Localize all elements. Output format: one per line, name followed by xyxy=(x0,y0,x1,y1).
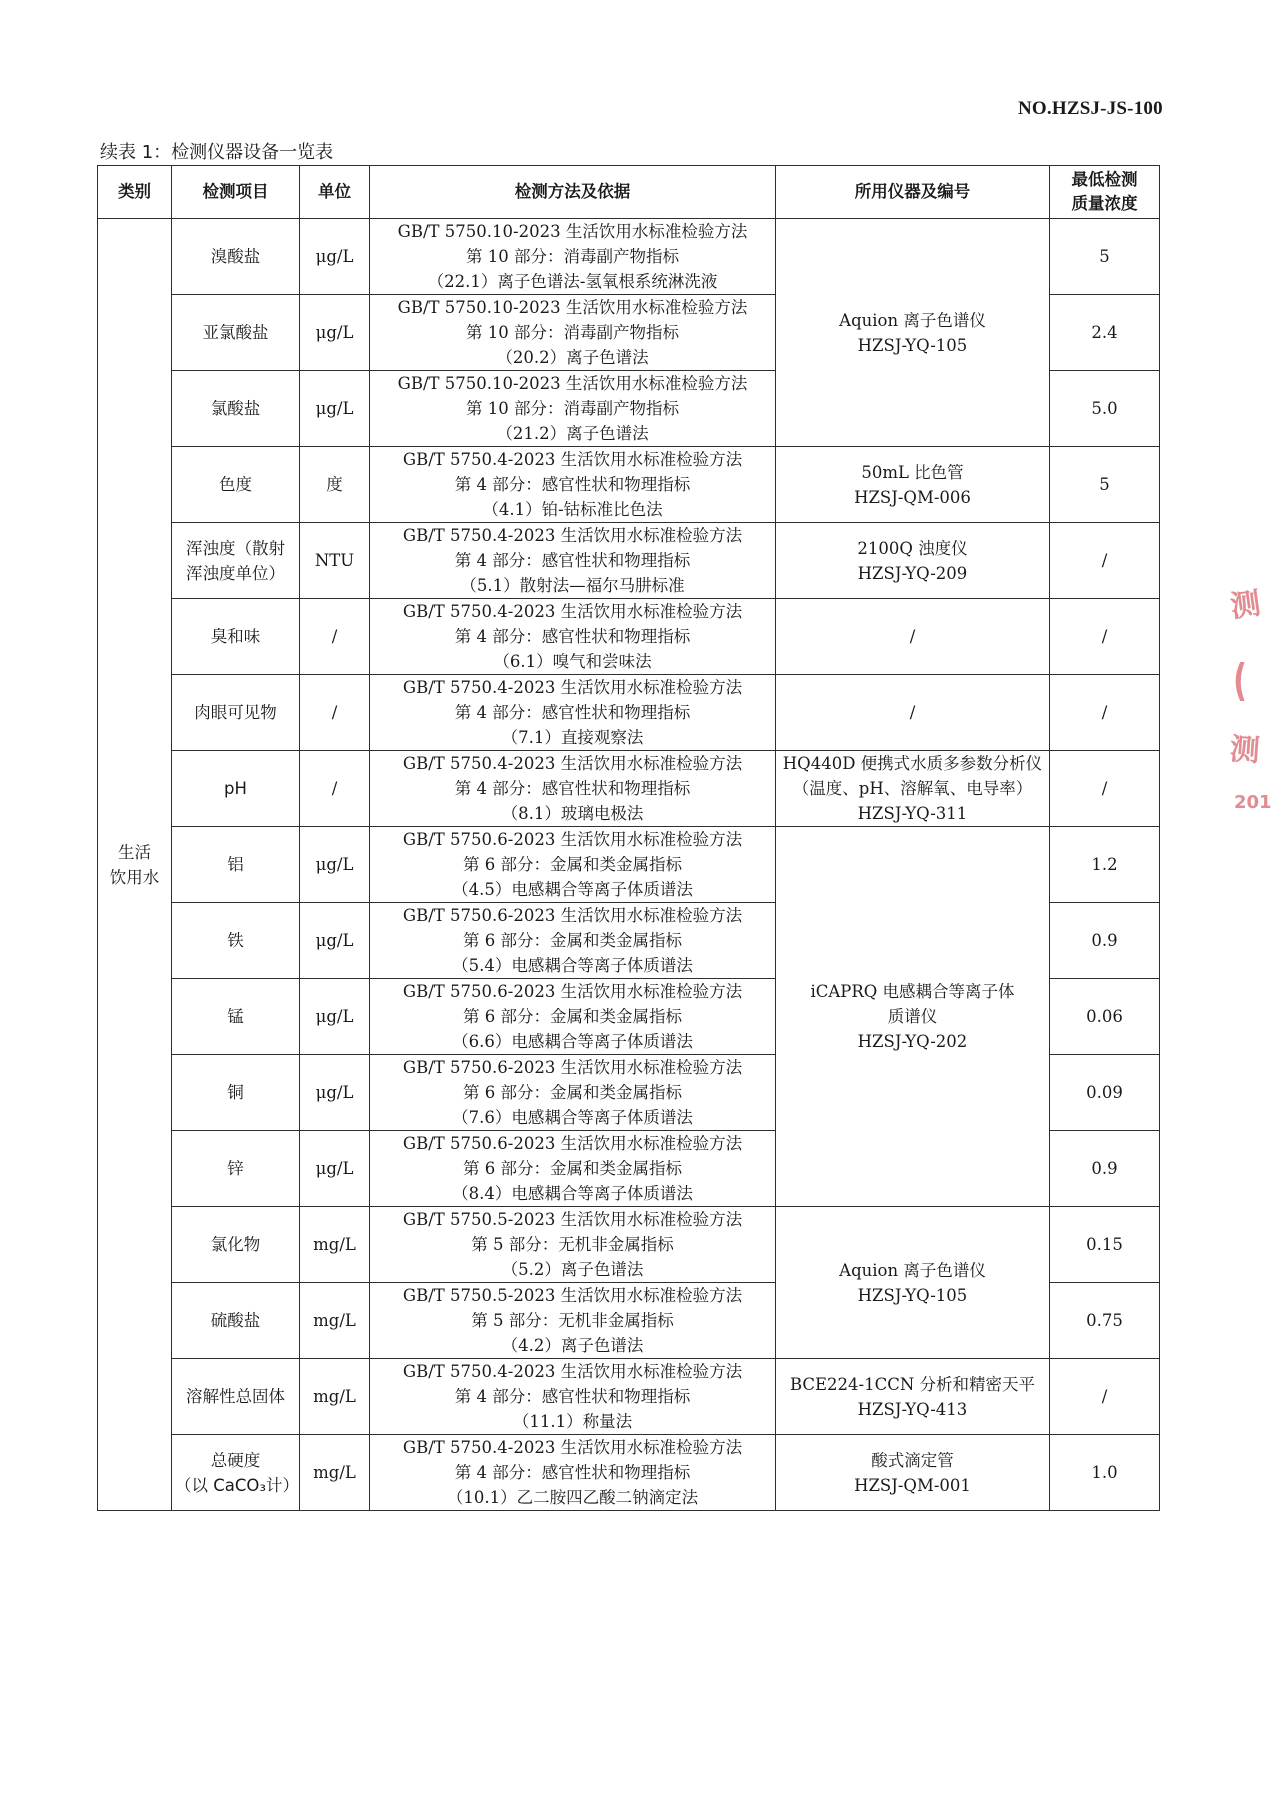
method-cell xyxy=(370,903,776,979)
unit-cell: mg/L xyxy=(300,1207,370,1283)
method-line: 第 6 部分：金属和类金属指标 xyxy=(463,855,682,874)
unit-cell: μg/L xyxy=(300,979,370,1055)
limit-cell: 1.0 xyxy=(1050,1435,1160,1511)
item-line: 色度 xyxy=(219,475,252,494)
instrument-line: HZSJ-YQ-105 xyxy=(857,335,968,355)
unit-cell: μg/L xyxy=(300,827,370,903)
instrument-line: BCE224-1CCN 分析和精密天平 xyxy=(789,1374,1036,1394)
instrument-line: HZSJ-QM-006 xyxy=(854,487,971,507)
item-line: 亚氯酸盐 xyxy=(202,323,269,342)
item-cell xyxy=(172,979,300,1055)
table-row xyxy=(98,827,1160,903)
method-line: GB/T 5750.10-2023 生活饮用水标准检验方法 xyxy=(397,298,748,317)
method-cell xyxy=(370,979,776,1055)
method-line: 第 4 部分：感官性状和物理指标 xyxy=(454,627,691,646)
method-line: 第 6 部分：金属和类金属指标 xyxy=(463,1159,682,1178)
instrument-line: iCAPRQ 电感耦合等离子体 xyxy=(810,982,1015,1001)
table-row xyxy=(98,219,1160,295)
instrument-line: 2100Q 浊度仪 xyxy=(857,538,968,558)
method-line: （5.2）离子色谱法 xyxy=(501,1260,644,1279)
category-line: 生活 xyxy=(118,842,151,862)
instrument-line: HZSJ-YQ-209 xyxy=(857,563,968,583)
item-cell xyxy=(172,1435,300,1511)
unit-cell: / xyxy=(300,599,370,675)
header-unit: 单位 xyxy=(300,166,370,219)
item-cell xyxy=(172,371,300,447)
method-line: 第 4 部分：感官性状和物理指标 xyxy=(454,475,691,494)
item-cell xyxy=(172,1283,300,1359)
limit-cell: / xyxy=(1050,599,1160,675)
method-line: 第 4 部分：感官性状和物理指标 xyxy=(454,703,691,722)
method-line: （8.1）玻璃电极法 xyxy=(501,804,644,823)
stamp-char-1: 测 xyxy=(1228,586,1263,625)
instrument-cell xyxy=(776,1207,1050,1359)
instrument-line: 酸式滴定管 xyxy=(871,1450,954,1470)
item-cell xyxy=(172,827,300,903)
method-line: 第 4 部分：感官性状和物理指标 xyxy=(454,779,691,798)
method-cell xyxy=(370,675,776,751)
header-method: 检测方法及依据 xyxy=(370,166,776,219)
method-line: （5.4）电感耦合等离子体质谱法 xyxy=(452,956,693,975)
item-cell xyxy=(172,675,300,751)
category-cell xyxy=(98,219,172,1511)
unit-cell: mg/L xyxy=(300,1359,370,1435)
method-cell xyxy=(370,827,776,903)
method-line: （5.1）散射法—福尔马肼标准 xyxy=(460,576,685,595)
header-category: 类别 xyxy=(98,166,172,219)
item-cell xyxy=(172,219,300,295)
item-line: pH xyxy=(224,779,247,798)
item-line: 氯化物 xyxy=(210,1235,261,1254)
limit-cell: / xyxy=(1050,523,1160,599)
instrument-cell xyxy=(776,599,1050,675)
method-line: GB/T 5750.4-2023 生活饮用水标准检验方法 xyxy=(402,678,743,697)
method-line: GB/T 5750.6-2023 生活饮用水标准检验方法 xyxy=(402,1058,743,1077)
limit-cell: 5.0 xyxy=(1050,371,1160,447)
unit-cell: 度 xyxy=(300,447,370,523)
header-limit-line2: 质量浓度 xyxy=(1071,194,1138,213)
method-line: 第 10 部分：消毒副产物指标 xyxy=(466,247,679,266)
unit-cell: μg/L xyxy=(300,295,370,371)
item-line: 肉眼可见物 xyxy=(194,703,277,722)
method-line: GB/T 5750.6-2023 生活饮用水标准检验方法 xyxy=(402,830,743,849)
method-line: GB/T 5750.10-2023 生活饮用水标准检验方法 xyxy=(397,222,748,241)
instrument-line: HZSJ-YQ-105 xyxy=(857,1285,968,1305)
method-line: （7.6）电感耦合等离子体质谱法 xyxy=(452,1108,693,1127)
table-row xyxy=(98,1435,1160,1511)
method-cell xyxy=(370,371,776,447)
item-line: 氯酸盐 xyxy=(210,399,261,418)
limit-cell: 5 xyxy=(1050,219,1160,295)
method-line: 第 4 部分：感官性状和物理指标 xyxy=(454,1463,691,1482)
item-cell xyxy=(172,523,300,599)
instrument-line: Aquion 离子色谱仪 xyxy=(839,310,986,330)
item-cell xyxy=(172,295,300,371)
item-cell xyxy=(172,1207,300,1283)
method-line: （4.2）离子色谱法 xyxy=(501,1336,644,1355)
method-line: （4.1）铂-钴标准比色法 xyxy=(482,500,663,519)
limit-cell: 0.06 xyxy=(1050,979,1160,1055)
method-line: （22.1）离子色谱法-氢氧根系统淋洗液 xyxy=(427,272,718,291)
table-row xyxy=(98,675,1160,751)
stamp-char-4: 201 xyxy=(1234,792,1272,813)
instrument-cell xyxy=(776,675,1050,751)
method-cell xyxy=(370,1131,776,1207)
table-body xyxy=(98,219,1160,1511)
limit-cell: 0.9 xyxy=(1050,1131,1160,1207)
limit-cell: 5 xyxy=(1050,447,1160,523)
instrument-line: HQ440D 便携式水质多参数分析仪 xyxy=(782,754,1043,773)
method-line: （4.5）电感耦合等离子体质谱法 xyxy=(452,880,693,899)
item-line: 锌 xyxy=(227,1159,244,1178)
item-line: 浑浊度（散射 xyxy=(186,538,285,558)
limit-cell: / xyxy=(1050,675,1160,751)
item-cell xyxy=(172,1131,300,1207)
instrument-cell xyxy=(776,447,1050,523)
method-line: 第 5 部分：无机非金属指标 xyxy=(471,1311,674,1330)
method-line: （8.4）电感耦合等离子体质谱法 xyxy=(452,1184,693,1203)
header-limit-line1: 最低检测 xyxy=(1071,170,1138,189)
table-row xyxy=(98,599,1160,675)
method-cell xyxy=(370,751,776,827)
instrument-line: / xyxy=(909,627,916,646)
instrument-cell xyxy=(776,751,1050,827)
instrument-line: HZSJ-YQ-202 xyxy=(857,1032,968,1051)
equipment-table xyxy=(97,165,1160,1511)
table-header-row xyxy=(98,166,1160,219)
instrument-line: / xyxy=(909,703,916,722)
method-cell xyxy=(370,1359,776,1435)
limit-cell: 0.15 xyxy=(1050,1207,1160,1283)
method-line: GB/T 5750.4-2023 生活饮用水标准检验方法 xyxy=(402,754,743,773)
method-line: 第 6 部分：金属和类金属指标 xyxy=(463,1007,682,1026)
table-row xyxy=(98,751,1160,827)
item-line: 铜 xyxy=(227,1083,244,1102)
limit-cell: / xyxy=(1050,1359,1160,1435)
method-cell xyxy=(370,523,776,599)
method-cell xyxy=(370,219,776,295)
table-row xyxy=(98,1359,1160,1435)
item-line: 溴酸盐 xyxy=(210,247,261,266)
stamp-char-3: 测 xyxy=(1228,731,1261,769)
item-cell xyxy=(172,599,300,675)
unit-cell: μg/L xyxy=(300,1055,370,1131)
stamp-char-2: ( xyxy=(1233,655,1248,706)
method-line: GB/T 5750.4-2023 生活饮用水标准检验方法 xyxy=(402,1438,743,1457)
method-cell xyxy=(370,1435,776,1511)
item-line: 溶解性总固体 xyxy=(186,1387,285,1406)
table-row xyxy=(98,447,1160,523)
item-cell xyxy=(172,751,300,827)
method-line: GB/T 5750.6-2023 生活饮用水标准检验方法 xyxy=(402,906,743,925)
unit-cell: / xyxy=(300,751,370,827)
item-line: 臭和味 xyxy=(210,627,261,646)
item-cell xyxy=(172,1359,300,1435)
method-line: 第 6 部分：金属和类金属指标 xyxy=(463,1083,682,1102)
method-line: 第 4 部分：感官性状和物理指标 xyxy=(454,551,691,570)
header-item: 检测项目 xyxy=(172,166,300,219)
table-row xyxy=(98,523,1160,599)
item-cell xyxy=(172,447,300,523)
item-line: 锰 xyxy=(227,1007,244,1026)
unit-cell: / xyxy=(300,675,370,751)
method-line: （7.1）直接观察法 xyxy=(501,728,644,747)
instrument-line: HZSJ-QM-001 xyxy=(854,1475,971,1495)
instrument-cell xyxy=(776,219,1050,447)
method-line: GB/T 5750.5-2023 生活饮用水标准检验方法 xyxy=(402,1286,743,1305)
method-line: （10.1）乙二胺四乙酸二钠滴定法 xyxy=(446,1488,699,1507)
unit-cell: μg/L xyxy=(300,371,370,447)
item-line: （以 CaCO₃计） xyxy=(175,1475,299,1495)
limit-cell: 1.2 xyxy=(1050,827,1160,903)
document-number: NO.HZSJ-JS-100 xyxy=(1018,98,1163,119)
unit-cell: μg/L xyxy=(300,903,370,979)
method-line: 第 10 部分：消毒副产物指标 xyxy=(466,323,679,342)
red-seal-stamp xyxy=(1228,560,1273,820)
unit-cell: μg/L xyxy=(300,1131,370,1207)
method-line: 第 4 部分：感官性状和物理指标 xyxy=(454,1387,691,1406)
item-line: 总硬度 xyxy=(210,1450,261,1470)
method-line: 第 6 部分：金属和类金属指标 xyxy=(463,931,682,950)
method-cell xyxy=(370,599,776,675)
item-line: 铝 xyxy=(227,855,244,874)
limit-cell: 0.9 xyxy=(1050,903,1160,979)
instrument-line: HZSJ-YQ-413 xyxy=(857,1399,968,1419)
method-line: GB/T 5750.4-2023 生活饮用水标准检验方法 xyxy=(402,602,743,621)
method-line: GB/T 5750.6-2023 生活饮用水标准检验方法 xyxy=(402,982,743,1001)
unit-cell: mg/L xyxy=(300,1435,370,1511)
table-row xyxy=(98,1207,1160,1283)
header-instrument: 所用仪器及编号 xyxy=(776,166,1050,219)
method-cell xyxy=(370,1207,776,1283)
method-cell xyxy=(370,1283,776,1359)
method-cell xyxy=(370,1055,776,1131)
method-line: （6.1）嗅气和尝味法 xyxy=(493,652,652,671)
item-line: 浑浊度单位） xyxy=(186,563,285,583)
method-cell xyxy=(370,295,776,371)
limit-cell: / xyxy=(1050,751,1160,827)
unit-cell: mg/L xyxy=(300,1283,370,1359)
item-cell xyxy=(172,1055,300,1131)
method-line: （21.2）离子色谱法 xyxy=(496,424,649,443)
instrument-line: 50mL 比色管 xyxy=(861,462,964,482)
method-line: （20.2）离子色谱法 xyxy=(496,348,649,367)
category-line: 饮用水 xyxy=(109,867,160,887)
method-line: 第 10 部分：消毒副产物指标 xyxy=(466,399,679,418)
method-line: 第 5 部分：无机非金属指标 xyxy=(471,1235,674,1254)
method-line: GB/T 5750.4-2023 生活饮用水标准检验方法 xyxy=(402,450,743,469)
instrument-cell xyxy=(776,523,1050,599)
instrument-line: HZSJ-YQ-311 xyxy=(857,804,968,823)
instrument-cell xyxy=(776,1359,1050,1435)
item-cell xyxy=(172,903,300,979)
method-line: GB/T 5750.5-2023 生活饮用水标准检验方法 xyxy=(402,1210,743,1229)
item-line: 铁 xyxy=(227,931,244,950)
limit-cell: 0.09 xyxy=(1050,1055,1160,1131)
method-line: GB/T 5750.4-2023 生活饮用水标准检验方法 xyxy=(402,1362,743,1381)
limit-cell: 0.75 xyxy=(1050,1283,1160,1359)
limit-cell: 2.4 xyxy=(1050,295,1160,371)
instrument-line: 质谱仪 xyxy=(887,1007,938,1026)
unit-cell: NTU xyxy=(300,523,370,599)
header-limit xyxy=(1050,166,1160,219)
instrument-cell xyxy=(776,827,1050,1207)
instrument-line: Aquion 离子色谱仪 xyxy=(839,1260,986,1280)
method-line: GB/T 5750.10-2023 生活饮用水标准检验方法 xyxy=(397,374,748,393)
table-caption: 续表 1：检测仪器设备一览表 xyxy=(100,142,334,163)
unit-cell: μg/L xyxy=(300,219,370,295)
instrument-line: （温度、pH、溶解氧、电导率） xyxy=(792,779,1033,798)
method-line: GB/T 5750.6-2023 生活饮用水标准检验方法 xyxy=(402,1134,743,1153)
instrument-cell xyxy=(776,1435,1050,1511)
method-line: GB/T 5750.4-2023 生活饮用水标准检验方法 xyxy=(402,526,743,545)
method-cell xyxy=(370,447,776,523)
item-line: 硫酸盐 xyxy=(210,1311,261,1330)
method-line: （6.6）电感耦合等离子体质谱法 xyxy=(452,1032,693,1051)
method-line: （11.1）称量法 xyxy=(512,1412,633,1431)
